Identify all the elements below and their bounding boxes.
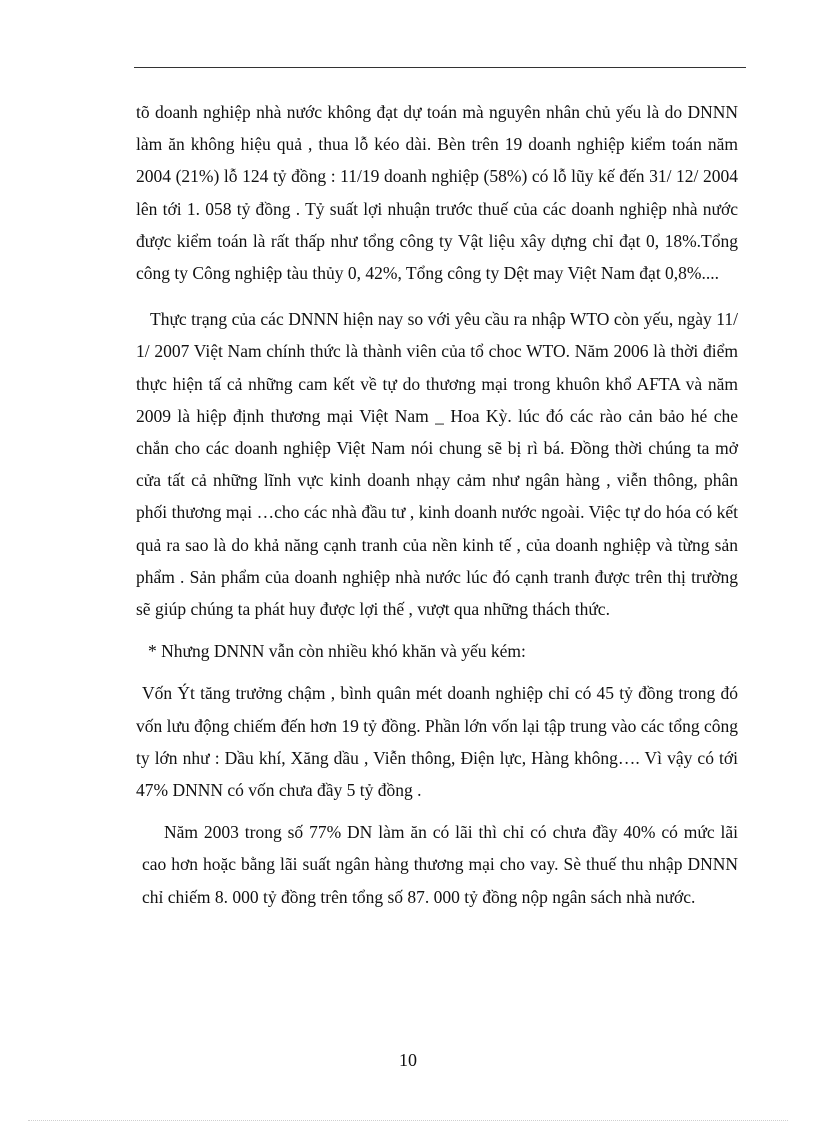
page-body xyxy=(136,96,738,913)
page-number: 10 xyxy=(399,1050,417,1070)
paragraph-profit-2003: Năm 2003 trong số 77% DN làm ăn có lãi thì chỉ có chưa đầy 40% có mức lãi cao hơn hoặc bằng lãi suất ngân hàng thương mại cho vay. Sè thuế thu nhập DNNN chỉ chiếm 8. 000 tỷ đồng trên tổng số 87. 000 tỷ đồng nộp ngân sách nhà nước. xyxy=(142,822,738,907)
paragraph-wto-situation: Thực trạng của các DNNN hiện nay so với yêu cầu ra nhập WTO còn yếu, ngày 11/ 1/ 2007 Việt Nam chính thức là thành viên của tổ choc WTO. Năm 2006 là thời điểm thực hiện tấ cả những cam kết về tự do thương mại trong khuôn khổ AFTA và năm 2009 là hiệp định thương mại Việt Nam _ Hoa Kỳ. lúc đó các rào cản bảo hé che chắn cho các doanh nghiệp Việt Nam nói chung sẽ bị rì bá. Đồng thời chúng ta mở cửa tất cả những lĩnh vực kinh doanh nhạy cảm như ngân hàng , viễn thông, phân phối thương mại …cho các nhà đầu tư , kinh doanh nước ngoài. Việc tự do hóa có kết quả ra sao là do khả năng cạnh tranh của nền kinh tế , của doanh nghiệp và từng sản phẩm . Sản phẩm của doanh nghiệp nhà nước lúc đó cạnh tranh được trên thị trường sẽ giúp chúng ta phát huy được lợi thế , vượt qua những thách thức. xyxy=(136,309,738,620)
footer-dotted-line xyxy=(28,1120,788,1121)
paragraph-weakness-heading: * Nhưng DNNN vẫn còn nhiều khó khăn và yếu kém: xyxy=(148,641,526,662)
header-rule xyxy=(134,67,746,68)
paragraph-capital: Vốn Ýt tăng trưởng chậm , bình quân mét doanh nghiệp chỉ có 45 tỷ đồng trong đó vốn lưu động chiếm đến hơn 19 tỷ đồng. Phần lớn vốn lại tập trung vào các tổng công ty lớn như : Dầu khí, Xăng dầu , Viễn thông, Điện lực, Hàng không…. Vì vậy có tới 47% DNNN có vốn chưa đầy 5 tỷ đồng . xyxy=(136,683,738,801)
paragraph-loss-statistics: tõ doanh nghiệp nhà nước không đạt dự toán mà nguyên nhân chủ yếu là do DNNN làm ăn không hiệu quả , thua lỗ kéo dài. Bèn trên 19 doanh nghiệp kiểm toán năm 2004 (21%) lỗ 124 tỷ đồng : 11/19 doanh nghiệp (58%) có lỗ lũy kế đến 31/ 12/ 2004 lên tới 1. 058 tỷ đồng . Tỷ suất lợi nhuận trước thuế của các doanh nghiệp nhà nước được kiểm toán là rất thấp như tổng công ty Vật liệu xây dựng chỉ đạt 0, 18%.Tổng công ty Công nghiệp tàu thủy 0, 42%, Tổng công ty Dệt may Việt Nam đạt 0,8%.... xyxy=(136,102,738,284)
